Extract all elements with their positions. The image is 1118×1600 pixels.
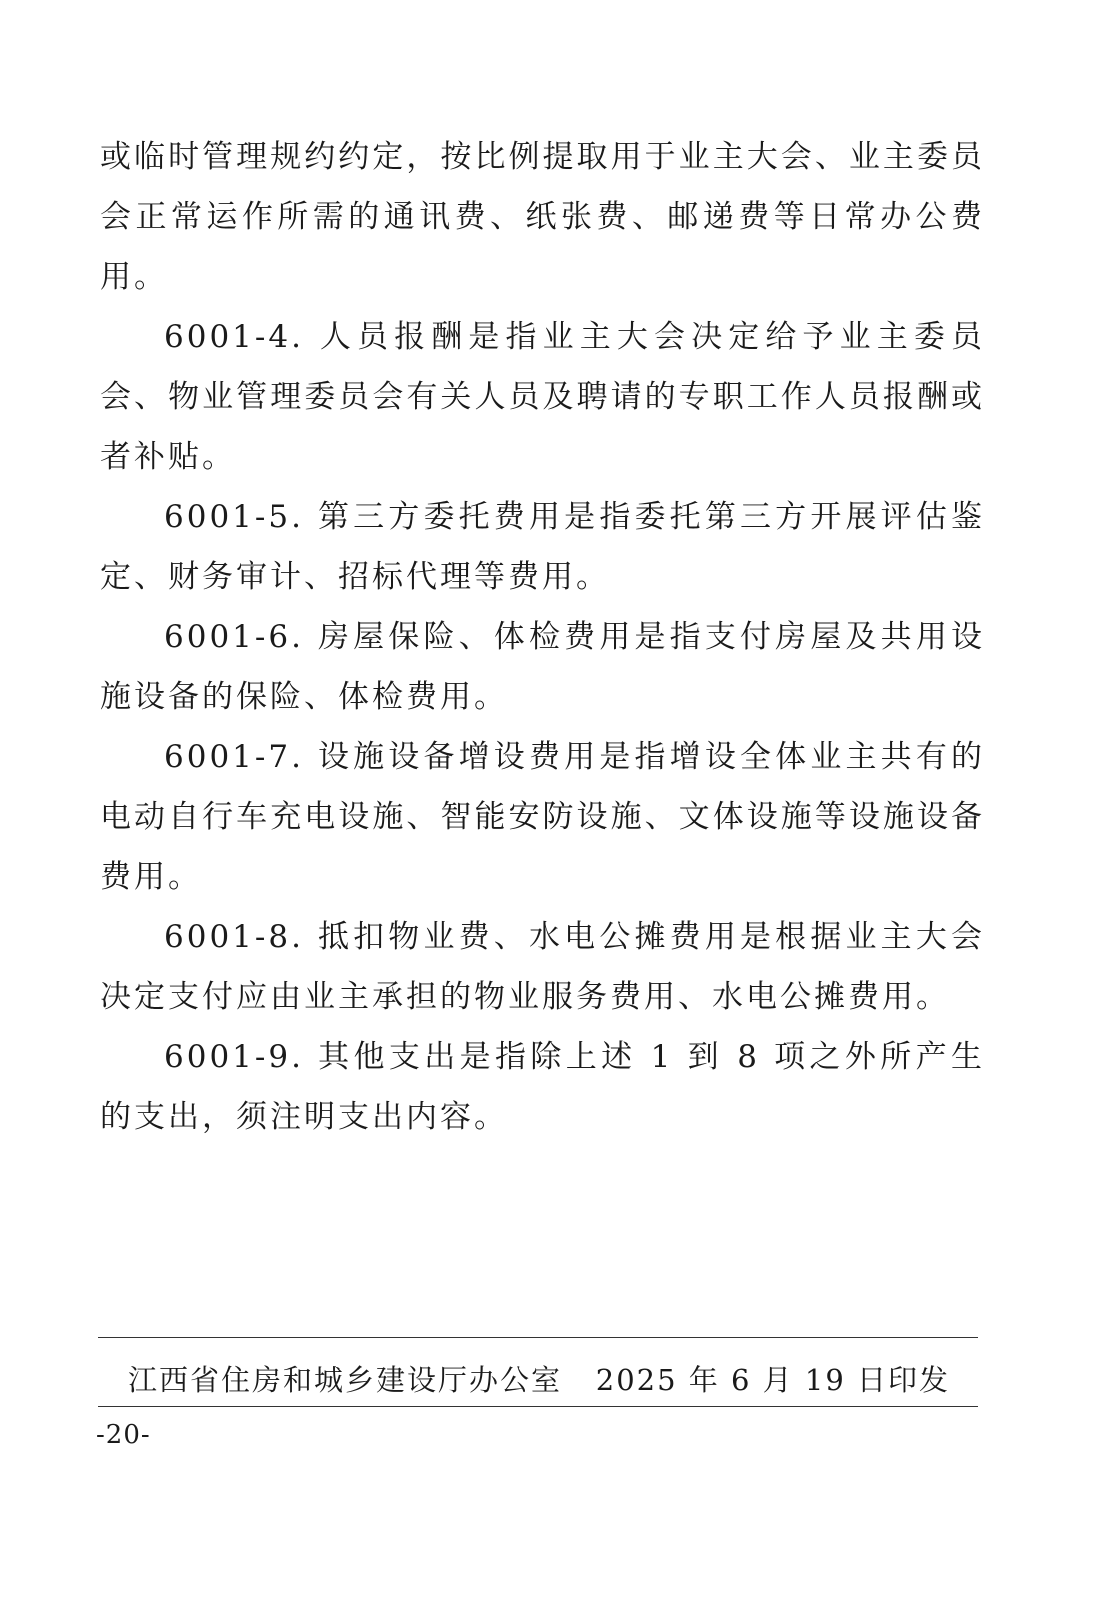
paragraph-6001-5: 6001-5. 第三方委托费用是指委托第三方开展评估鉴定、财务审计、招标代理等费用。: [100, 499, 985, 595]
body-text: [100, 127, 985, 1147]
paragraph-continuation: 或临时管理规约约定，按比例提取用于业主大会、业主委员会正常运作所需的通讯费、纸张费、邮递费等日常办公费用。: [100, 139, 985, 295]
paragraph-6001-4: 6001-4. 人员报酬是指业主大会决定给予业主委员会、物业管理委员会有关人员及聘请的专职工作人员报酬或者补贴。: [100, 319, 985, 475]
issue-date: 2025 年 6 月 19 日印发: [595, 1363, 950, 1397]
paragraph-6001-9: 6001-9. 其他支出是指除上述 1 到 8 项之外所产生的支出，须注明支出内容。: [100, 1039, 985, 1135]
page-number: -20-: [96, 1420, 151, 1450]
footer-top-rule: [98, 1337, 978, 1338]
paragraph-6001-6: 6001-6. 房屋保险、体检费用是指支付房屋及共用设施设备的保险、体检费用。: [100, 619, 985, 715]
issuer-name: 江西省住房和城乡建设厅办公室: [128, 1363, 563, 1397]
footer-row: [128, 1358, 950, 1399]
paragraph-6001-7: 6001-7. 设施设备增设费用是指增设全体业主共有的电动自行车充电设施、智能安防设施、文体设施等设施设备费用。: [100, 739, 985, 895]
paragraph-6001-8: 6001-8. 抵扣物业费、水电公摊费用是根据业主大会决定支付应由业主承担的物业服务费用、水电公摊费用。: [100, 919, 985, 1015]
footer-bottom-rule: [98, 1406, 978, 1407]
